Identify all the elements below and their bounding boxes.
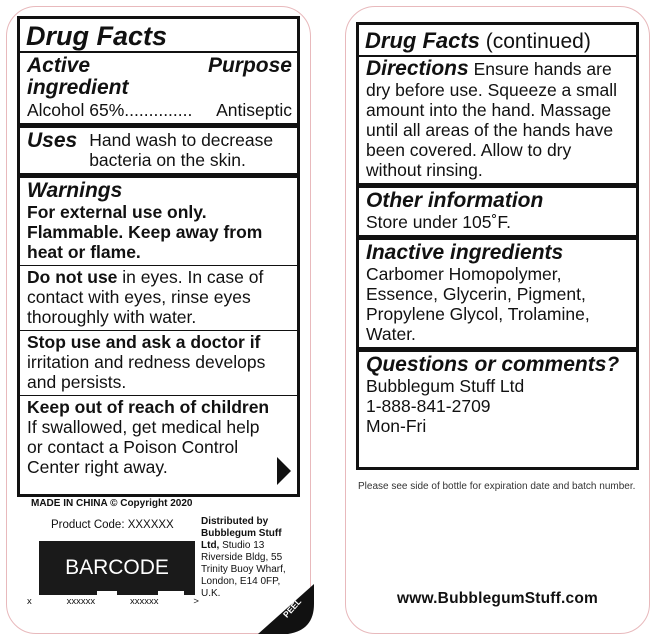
- inactive-ingredients-heading: Inactive ingredients: [366, 241, 564, 264]
- stop-use-text: irritation and redness develops and persists.: [27, 352, 266, 392]
- do-not-use-text: in eyes. In case of contact with eyes, rinse eyes thoroughly with water.: [27, 267, 264, 327]
- made-in-china: MADE IN CHINA © Copyright 2020: [31, 498, 193, 509]
- product-code: Product Code: XXXXXX: [51, 519, 174, 531]
- drug-facts-frame: [17, 16, 300, 497]
- active-ingredient-section: [20, 53, 297, 123]
- keep-out-heading: Keep out of reach of children: [27, 397, 270, 417]
- drug-facts-title: Drug Facts: [26, 21, 168, 51]
- barcode-num-1: xxxxxx: [66, 596, 96, 607]
- inactive-ingredients-text: Carbomer Homopolymer, Essence, Glycerin, Pigment, Propylene Glycol, Trolamine, Water.: [366, 264, 590, 344]
- other-information-section: [359, 188, 636, 235]
- stop-use-heading: Stop use and ask a doctor if: [27, 332, 261, 352]
- drug-facts-continued-frame: [356, 22, 639, 470]
- phone-number[interactable]: 1-888-841-2709: [366, 396, 491, 416]
- active-ingredient-heading-2: ingredient: [27, 76, 129, 99]
- uses-heading: Uses: [27, 129, 78, 152]
- warnings-section: [20, 178, 297, 265]
- inactive-ingredients-section: [359, 240, 636, 347]
- distributor-address: Studio 13 Riverside Bldg, 55 Trinity Buoy Wharf, London, E14 0FP, U.K.: [201, 540, 286, 599]
- questions-section: [359, 352, 636, 439]
- active-ingredient-value: Alcohol 65%: [27, 100, 125, 120]
- keep-out-text: If swallowed, get medical help or contact a Poison Control Center right away.: [27, 417, 260, 477]
- drug-facts-continued-title: Drug Facts (continued): [365, 28, 591, 53]
- continue-arrow-icon: [277, 457, 291, 485]
- directions-text: Ensure hands are dry before use. Squeeze a small amount into the hand. Massage until all areas of the hands have been covered. Allow to dry without rinsing.: [366, 59, 617, 180]
- active-ingredient-heading: Active: [27, 54, 91, 77]
- do-not-use-heading: Do not use: [27, 267, 118, 287]
- uses-section: [20, 128, 297, 173]
- directions-heading: Directions: [366, 57, 469, 80]
- barcode-x-right: >: [193, 596, 199, 607]
- website-link[interactable]: www.BubblegumStuff.com: [396, 590, 598, 607]
- distributed-by: Distributed by Bubblegum Stuff Ltd,: [201, 516, 282, 551]
- purpose-value: Antiseptic: [216, 100, 292, 120]
- other-information-heading: Other information: [366, 189, 544, 212]
- barcode-x-left: x: [27, 596, 32, 607]
- expiration-note: Please see side of bottle for expiration date and batch number.: [358, 481, 636, 492]
- company-name: Bubblegum Stuff Ltd: [366, 376, 525, 396]
- purpose-heading: Purpose: [207, 54, 292, 77]
- other-information-text: Store under 105˚F.: [366, 212, 511, 232]
- uses-text: Hand wash to decrease bacteria on the skin.: [89, 130, 274, 170]
- leader-dots: ..............: [124, 100, 193, 120]
- keep-out-section: [20, 396, 297, 480]
- barcode: BARCODE: [39, 541, 195, 595]
- barcode-num-2: xxxxxx: [130, 596, 159, 607]
- warnings-heading: Warnings: [27, 179, 123, 202]
- questions-heading: Questions or comments?: [366, 353, 620, 376]
- barcode-numbers: [27, 596, 199, 607]
- peel-label: PEEL: [280, 596, 304, 620]
- business-hours: Mon-Fri: [366, 416, 427, 436]
- directions-section: [359, 57, 636, 183]
- do-not-use-section: [20, 266, 297, 330]
- external-use-warning: For external use only.: [27, 202, 207, 222]
- stop-use-section: [20, 331, 297, 395]
- flammable-warning: Flammable. Keep away from heat or flame.: [27, 222, 263, 262]
